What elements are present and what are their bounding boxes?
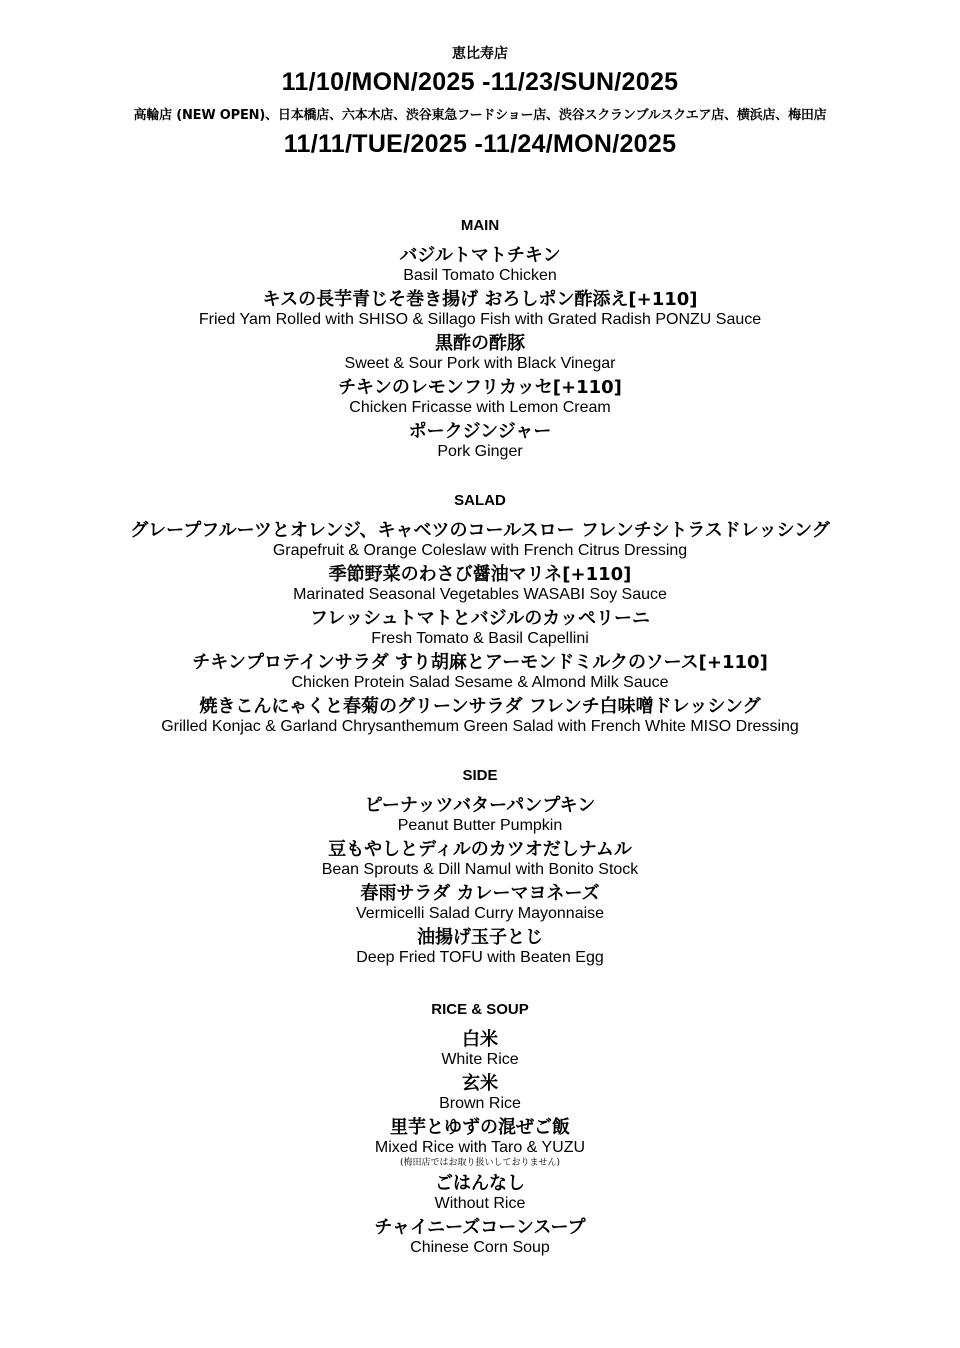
store-list-others: 高輪店 (NEW OPEN)、日本橋店、六本木店、渋谷東急フードショー店、渋谷スクランブルスクエア店、横浜店、梅田店 (133, 108, 827, 123)
menu-item (0, 564, 960, 604)
item-name-en: Grapefruit & Orange Coleslaw with French Citrus Dressing (272, 542, 688, 559)
item-name-jp: チャイニーズコーンスープ (374, 1217, 586, 1238)
item-name-en: Without Rice (434, 1195, 526, 1212)
menu-item (0, 421, 960, 461)
item-name-en: Grilled Konjac & Garland Chrysanthemum Green Salad with French White MISO Dressing (161, 718, 799, 735)
menu-item (0, 245, 960, 285)
item-name-en: Chicken Protein Salad Sesame & Almond Milk Sauce (291, 674, 669, 691)
date-range-others: 11/11/TUE/2025 -11/24/MON/2025 (283, 130, 677, 158)
item-name-en: Fresh Tomato & Basil Capellini (371, 630, 589, 647)
section-title-salad: SALAD (454, 492, 506, 509)
item-name-jp: 白米 (462, 1029, 498, 1050)
section-salad (0, 492, 960, 740)
menu-item (0, 289, 960, 329)
section-side (0, 767, 960, 971)
store-name-ebisu: 恵比寿店 (452, 46, 508, 62)
menu-item (0, 377, 960, 417)
menu-item (0, 608, 960, 648)
item-name-en: Pork Ginger (437, 443, 523, 460)
item-name-en: Basil Tomato Chicken (403, 267, 557, 284)
menu-item (0, 795, 960, 835)
item-name-jp: 豆もやしとディルのカツオだしナムル (328, 839, 632, 860)
item-name-jp: 焼きこんにゃくと春菊のグリーンサラダ フレンチ白味噌ドレッシング (199, 696, 761, 717)
menu-item (0, 1217, 960, 1257)
item-name-jp: ポークジンジャー (408, 421, 552, 442)
item-name-jp: グレープフルーツとオレンジ、キャベツのコールスロー フレンチシトラスドレッシング (130, 520, 830, 541)
item-name-jp: ごはんなし (435, 1173, 525, 1194)
item-name-jp: 油揚げ玉子とじ (417, 927, 543, 948)
item-name-jp: 里芋とゆずの混ぜご飯 (390, 1117, 570, 1138)
item-name-en: Deep Fried TOFU with Beaten Egg (356, 949, 604, 966)
menu-item (0, 520, 960, 560)
item-name-en: Peanut Butter Pumpkin (397, 817, 563, 834)
item-name-jp: 玄米 (462, 1073, 498, 1094)
menu-item (0, 1173, 960, 1213)
date-range-ebisu: 11/10/MON/2025 -11/23/SUN/2025 (281, 68, 679, 96)
menu-item (0, 927, 960, 967)
section-rice-soup (0, 1001, 960, 1261)
header (0, 0, 960, 159)
menu-item (0, 1117, 960, 1169)
item-name-jp: ピーナッツバターパンプキン (364, 795, 596, 816)
item-name-en: Chinese Corn Soup (410, 1239, 550, 1256)
item-name-jp: 黒酢の酢豚 (435, 333, 525, 354)
item-name-jp: キスの長芋青じそ巻き揚げ おろしポン酢添え[+110] (262, 289, 698, 310)
menu-item (0, 696, 960, 736)
item-note: (梅田店ではお取り扱いしておりません) (399, 1158, 561, 1168)
item-name-en: Chicken Fricasse with Lemon Cream (349, 399, 611, 416)
item-name-en: Fried Yam Rolled with SHISO & Sillago Fish with Grated Radish PONZU Sauce (198, 311, 762, 328)
item-name-en: Vermicelli Salad Curry Mayonnaise (355, 905, 605, 922)
menu-item (0, 839, 960, 879)
item-name-jp: 春雨サラダ カレーマヨネーズ (360, 883, 600, 904)
item-name-en: Sweet & Sour Pork with Black Vinegar (344, 355, 616, 372)
menu-item (0, 1073, 960, 1113)
menu-item (0, 652, 960, 692)
item-name-en: White Rice (441, 1051, 519, 1068)
item-name-en: Mixed Rice with Taro & YUZU (374, 1139, 586, 1156)
item-name-en: Brown Rice (439, 1095, 521, 1112)
item-name-jp: フレッシュトマトとバジルのカッペリーニ (309, 608, 651, 629)
item-name-en: Bean Sprouts & Dill Namul with Bonito Stock (321, 861, 639, 878)
menu-item (0, 883, 960, 923)
item-name-jp: 季節野菜のわさび醤油マリネ[+110] (328, 564, 632, 585)
item-name-jp: チキンのレモンフリカッセ[+110] (338, 377, 622, 398)
section-title-main: MAIN (460, 217, 500, 234)
menu-item (0, 1029, 960, 1069)
item-name-jp: バジルトマトチキン (399, 245, 561, 266)
item-name-en: Marinated Seasonal Vegetables WASABI Soy Sauce (293, 586, 667, 603)
section-title-side: SIDE (462, 767, 498, 784)
menu-item (0, 333, 960, 373)
item-name-jp: チキンプロテインサラダ すり胡麻とアーモンドミルクのソース[+110] (192, 652, 768, 673)
section-main (0, 217, 960, 465)
section-title-rice-soup: RICE & SOUP (431, 1001, 529, 1018)
